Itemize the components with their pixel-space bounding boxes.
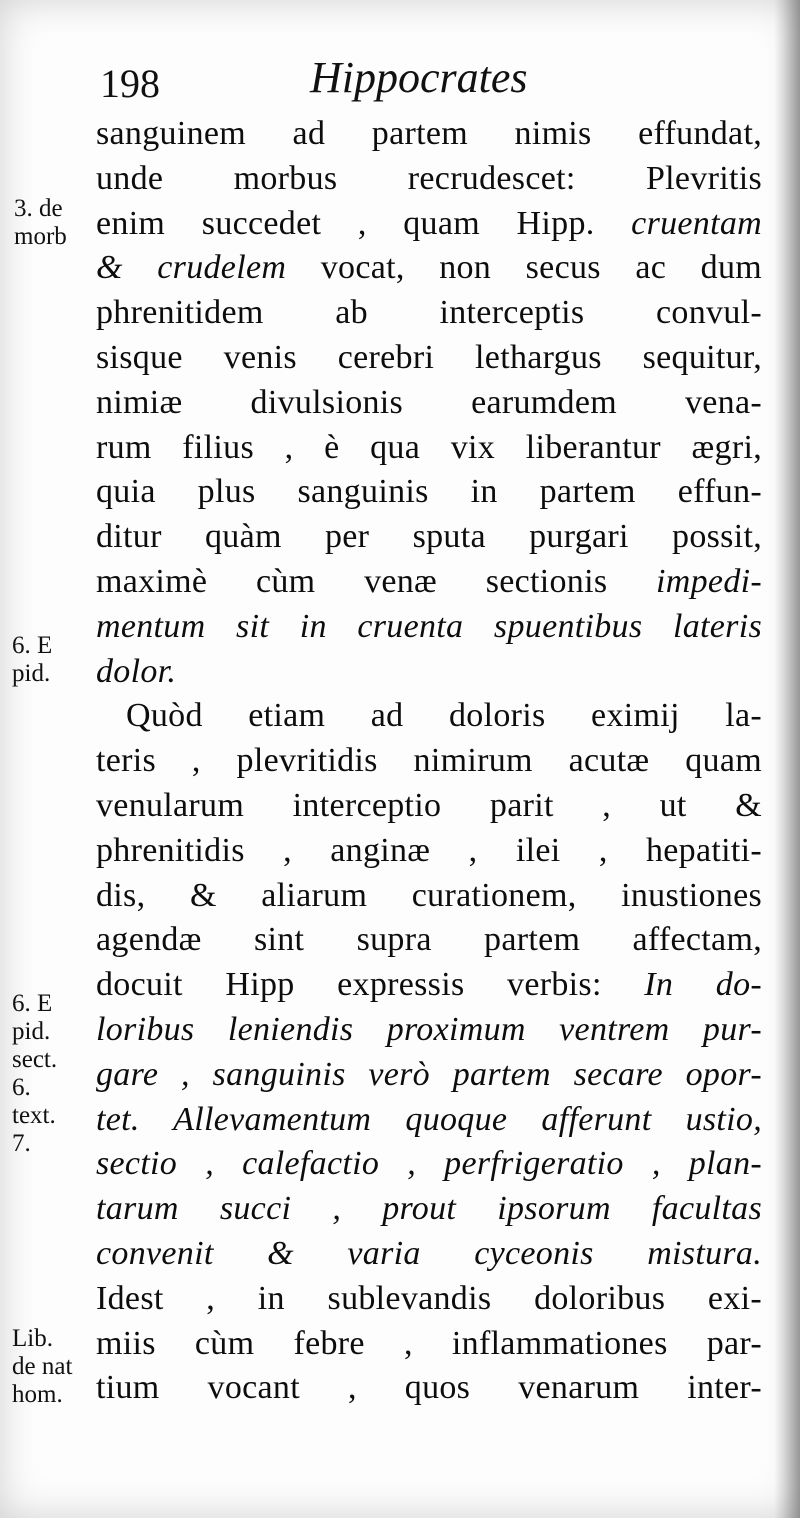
text-segment: phrenitidis , anginæ , ilei , hepatiti- <box>96 831 762 869</box>
text-line <box>96 560 762 605</box>
text-segment: sanguinem ad partem nimis effundat, <box>96 115 762 152</box>
page-header <box>100 52 760 112</box>
text-segment: rum filius , è qua vix liberantur ægri, <box>96 428 762 466</box>
margin-note-line: 3. de <box>14 195 63 222</box>
text-line <box>96 605 762 650</box>
text-segment: enim succedet , quam Hipp. <box>96 204 632 242</box>
margin-note-line: 7. <box>12 1130 31 1157</box>
text-line <box>96 291 762 336</box>
text-segment: tet. Allevamentum quoque afferunt ustio, <box>96 1100 762 1138</box>
text-segment: sisque venis cerebri lethargus sequitur, <box>96 338 762 376</box>
text-line <box>96 1322 762 1367</box>
margin-note <box>12 990 57 1158</box>
text-segment: In do- <box>644 966 762 1004</box>
body-text <box>96 112 762 1411</box>
margin-note-line: pid. <box>12 1018 51 1045</box>
margin-note-line: sect. <box>12 1046 58 1073</box>
text-line <box>96 470 762 515</box>
margin-note-line: text. <box>12 1102 56 1129</box>
text-segment: dolor. <box>96 652 177 690</box>
text-segment: quia plus sanguinis in partem effun- <box>96 473 762 511</box>
margin-note-line: 6. <box>12 1074 31 1101</box>
margin-note <box>14 195 67 251</box>
text-line <box>96 157 762 202</box>
margin-note <box>12 632 52 688</box>
text-line <box>96 650 762 695</box>
text-line <box>96 694 762 739</box>
text-line <box>96 1008 762 1053</box>
text-line <box>96 784 762 829</box>
text-line <box>96 1232 762 1277</box>
text-line <box>96 1053 762 1098</box>
margin-note-line: de nat <box>12 1353 73 1380</box>
margin-note-line: morb <box>14 223 67 250</box>
text-segment: phrenitidem ab interceptis convul- <box>96 294 762 332</box>
text-segment: impedi- <box>656 562 762 600</box>
page-edge-shadow <box>774 0 800 1518</box>
text-line <box>96 1366 762 1411</box>
text-line <box>96 829 762 874</box>
text-segment: Quòd etiam ad doloris eximij la- <box>126 697 762 735</box>
text-line <box>96 918 762 963</box>
text-line <box>96 381 762 426</box>
text-segment: mentum sit in cruenta spuentibus lateris <box>96 607 762 645</box>
text-segment: docuit Hipp expressis verbis: <box>96 966 645 1004</box>
text-segment: nimiæ divulsionis earumdem vena- <box>96 383 762 421</box>
text-segment: agendæ sint supra partem affectam, <box>96 921 762 959</box>
running-title: Hippocrates <box>310 53 528 102</box>
text-line <box>96 963 762 1008</box>
text-line <box>96 1098 762 1143</box>
text-segment: teris , plevritidis nimirum acutæ quam <box>96 742 762 780</box>
text-line <box>96 1187 762 1232</box>
text-segment: tarum succi , prout ipsorum facultas <box>96 1190 762 1228</box>
text-segment: loribus leniendis proximum ventrem pur- <box>96 1010 762 1048</box>
text-line <box>96 515 762 560</box>
page-number: 198 <box>100 61 160 106</box>
text-segment: maximè cùm venæ sectionis <box>96 562 657 600</box>
text-segment: tium vocant , quos venarum inter- <box>96 1369 762 1407</box>
text-line <box>96 336 762 381</box>
text-segment: gare , sanguinis verò partem secare opor- <box>96 1055 762 1093</box>
text-line <box>96 246 762 291</box>
text-segment: dis, & aliarum curationem, inustiones <box>96 876 762 914</box>
text-line <box>96 202 762 247</box>
text-line <box>96 1277 762 1322</box>
text-line <box>96 112 762 157</box>
text-segment: sectio , calefactio , perfrigeratio , plan- <box>96 1145 762 1183</box>
text-segment: ditur quàm per sputa purgari possit, <box>96 518 762 556</box>
text-segment: & crudelem <box>96 249 287 287</box>
margin-note-line: 6. E <box>12 990 53 1017</box>
margin-note-line: Lib. <box>12 1325 53 1352</box>
text-line <box>96 739 762 784</box>
text-segment: vocat, non secus ac dum <box>286 249 763 287</box>
margin-note-line: 6. E <box>12 632 53 659</box>
text-segment: venularum interceptio parit , ut & <box>96 786 762 824</box>
margin-note <box>12 1325 72 1409</box>
text-line <box>96 426 762 471</box>
margin-note-line: pid. <box>12 660 51 687</box>
text-segment: cruentam <box>631 204 762 242</box>
text-segment: unde morbus recrudescet: Plevritis <box>96 159 762 197</box>
text-segment: miis cùm febre , inflammationes par- <box>96 1324 762 1362</box>
text-line <box>96 874 762 919</box>
margin-note-line: hom. <box>12 1381 63 1408</box>
text-segment: convenit & varia cyceonis mistura. <box>96 1234 762 1272</box>
text-line <box>96 1142 762 1187</box>
text-segment: Idest , in sublevandis doloribus exi- <box>96 1279 762 1317</box>
